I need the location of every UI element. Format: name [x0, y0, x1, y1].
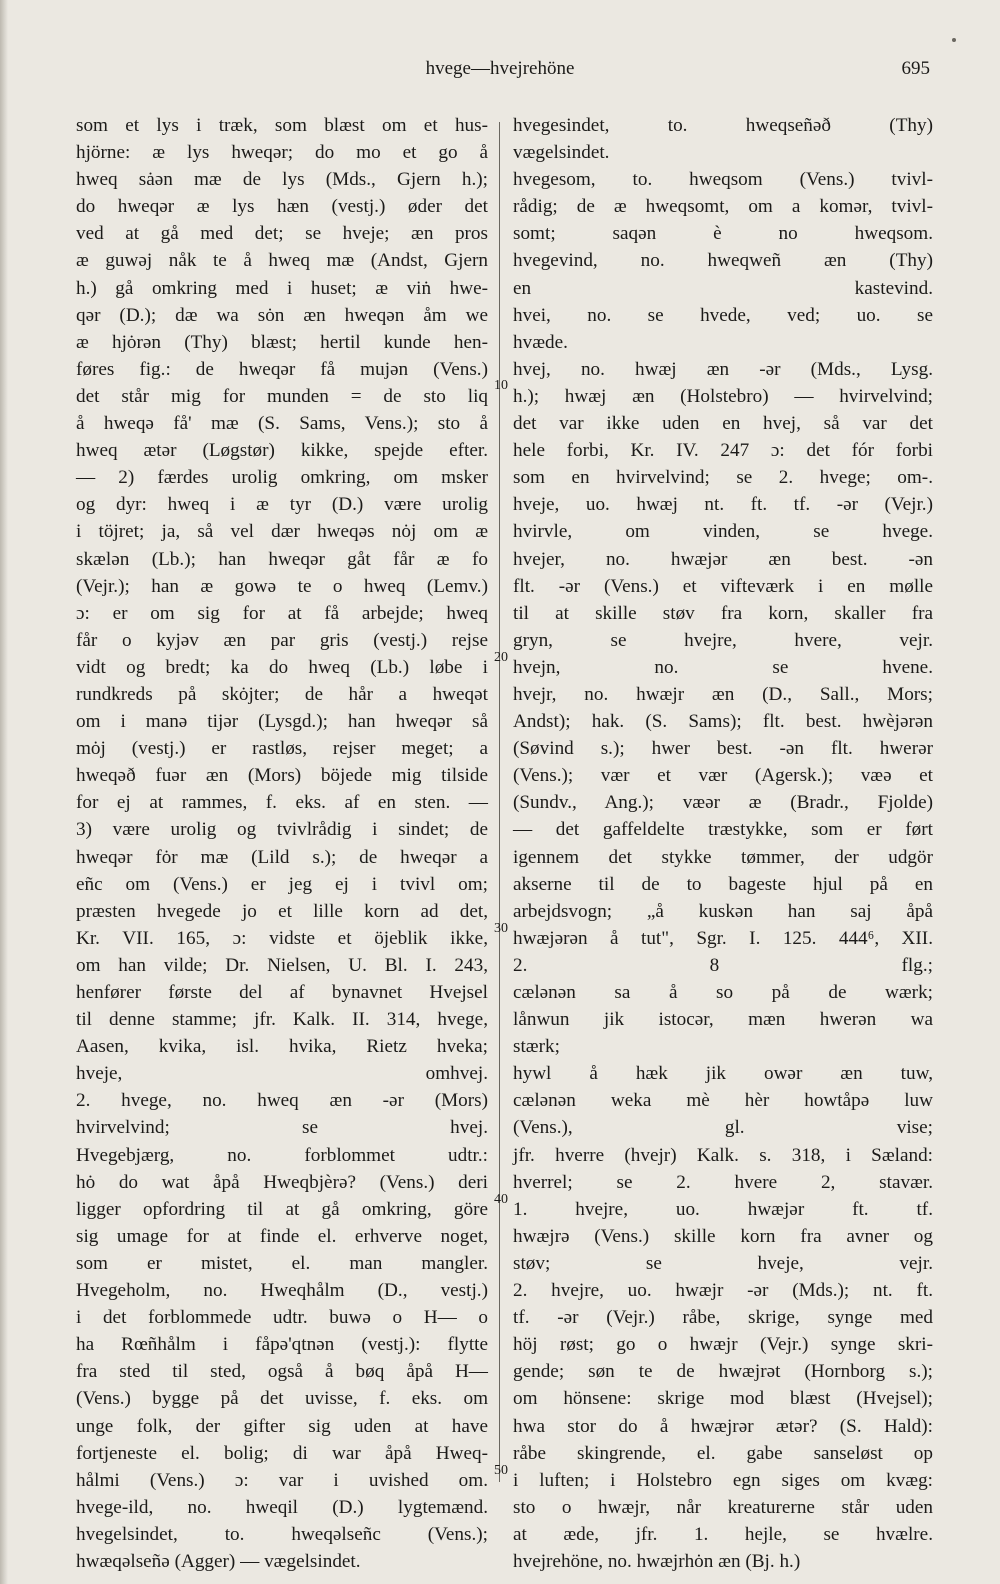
left-column-line: for ej at rammes, f. eks. af en sten. — — [76, 792, 488, 814]
left-column-line: (Vens.) bygge på det uvisse, f. eks. om — [76, 1388, 488, 1410]
left-column-line: 2. hvege, no. hweq æn -ər (Mors) — [76, 1090, 488, 1112]
right-column-line: lånwun jik istocər, mæn hwerən wa — [513, 1009, 933, 1031]
right-column-line: hvejr, no. hwæjr æn (D., Sall., Mors; — [513, 683, 933, 705]
left-column-line: Kr. VII. 165, ɔ: vidste et öjeblik ikke, — [76, 927, 488, 949]
left-column-line: sig umage for at finde el. erhverve noget, — [76, 1225, 488, 1247]
left-column-line: rundkreds på skȯjter; de hår a hweqət — [76, 683, 488, 705]
left-column-line: ligger opfordring til at gå omkring, göre — [76, 1198, 488, 1220]
left-column-line: unge folk, der gifter sig uden at have — [76, 1415, 488, 1437]
left-column-line: hȯ do wat åpå Hweqbjèrə? (Vens.) deri — [76, 1171, 488, 1193]
right-column-line: (Sundv., Ang.); væər æ (Bradr., Fjolde) — [513, 792, 933, 814]
print-speck — [952, 38, 956, 42]
right-column-line: igennem det stykke tømmer, der udgör — [513, 846, 933, 868]
right-column-line: akserne til de to bageste hjul på en — [513, 873, 933, 895]
right-column-line: gende; søn te de hwæjrət (Hornborg s.); — [513, 1361, 933, 1383]
left-column-line: h.) gå omkring med i huset; æ viṅ hwe- — [76, 277, 488, 299]
right-column-line: om hönsene: skrige mod blæst (Hvejsel); — [513, 1388, 933, 1410]
right-column-line: støv; se hveje, vejr. — [513, 1252, 933, 1274]
right-column-line: hwæjrə (Vens.) skille korn fra avner og — [513, 1225, 933, 1247]
left-column-line: fortjeneste el. bolig; di war åpå Hweq- — [76, 1442, 488, 1464]
right-column-line: hele forbi, Kr. IV. 247 ɔ: det fór forbi — [513, 440, 933, 462]
right-column-line: hwæjərən å tut", Sgr. I. 125. 444⁶, XII. — [513, 927, 933, 949]
left-column-line: hweq sȧən mæ de lys (Mds., Gjern h.); — [76, 169, 488, 191]
left-column-line: 3) være urolig og tvivlrådig i sindet; de — [76, 819, 488, 841]
left-column-line: hwæqəlseñə (Agger) — vægelsindet. — [76, 1550, 361, 1572]
right-column — [513, 112, 933, 1575]
right-column-line: flt. -ər (Vens.) et vifteværk i en mølle — [513, 575, 933, 597]
right-column-line: hvegevind, no. hweqweñ æn (Thy) — [513, 250, 933, 272]
left-column-line: hweqər fȯr mæ (Lild s.); de hweqər a — [76, 846, 488, 868]
right-column-line: hvirvle, om vinden, se hvege. — [513, 521, 933, 543]
right-column-line: hvegesom, to. hweqsom (Vens.) tvivl- — [513, 169, 933, 191]
right-column-line: h.); hwæj æn (Holstebro) — hvirvelvind; — [513, 385, 933, 407]
left-column-line: å hweqə få' mæ (S. Sams, Vens.); sto å — [76, 413, 488, 435]
left-column-line: i töjret; ja, så vel dær hweqəs nȯj om æ — [76, 521, 488, 543]
left-column-line: hweqəð fuər æn (Mors) böjede mig tilside — [76, 765, 488, 787]
left-column-line: do hweqər æ lys hæn (vestj.) øder det — [76, 196, 488, 218]
line-number-50: 50 — [494, 1463, 508, 1478]
left-column-line: (Vejr.); han æ gowə te o hweq (Lemv.) — [76, 575, 488, 597]
right-column-line: jfr. hverre (hvejr) Kalk. s. 318, i Sæland: — [513, 1144, 933, 1166]
left-column-line: æ hjȯrən (Thy) blæst; hertil kunde hen- — [76, 331, 488, 353]
right-column-line: — det gaffeldelte træstykke, som er ført — [513, 819, 933, 841]
right-column-line: stærk; — [513, 1036, 560, 1058]
line-number-20: 20 — [494, 650, 508, 665]
right-column-line: hvejer, no. hwæjər æn best. -ən — [513, 548, 933, 570]
right-column-line: 1. hvejre, uo. hwæjər ft. tf. — [513, 1198, 933, 1220]
right-column-line: tf. -ər (Vejr.) råbe, skrige, synge med — [513, 1307, 933, 1329]
column-divider — [499, 122, 500, 1482]
left-column-line: får o kyjəv æn par gris (vestj.) rejse — [76, 629, 488, 651]
right-column-line: cælənən sa å so på de wærk; — [513, 982, 933, 1003]
left-column-line: hvege-ild, no. hweqil (D.) lygtemænd. — [76, 1496, 488, 1518]
left-column-line: hjörne: æ lys hweqər; do mo et go å — [76, 142, 488, 164]
left-column-line: føres fig.: de hweqər få mujən (Vens.) — [76, 358, 488, 380]
left-column-line: som et lys i træk, som blæst om et hus- — [76, 115, 488, 136]
left-column-line: æ guwəj nåk te å hweq mæ (Andst, Gjern — [76, 250, 488, 272]
left-column-line: Aasen, kvika, isl. hvika, Rietz hveka; — [76, 1036, 488, 1058]
page-edge — [0, 0, 8, 1584]
line-number-10: 10 — [494, 378, 508, 393]
left-column-line: eñc om (Vens.) er jeg ej i tvivl om; — [76, 873, 488, 895]
left-column-line: skælən (Lb.); han hweqər gåt får æ fo — [76, 548, 488, 570]
left-column-line: i det forblommede udtr. buwə o H— o — [76, 1307, 488, 1329]
running-header — [70, 58, 930, 88]
left-column-line: det står mig for munden = de sto liq — [76, 385, 488, 407]
right-column-line: (Søvind s.); hwer best. -ən flt. hwerər — [513, 738, 933, 760]
right-column-line: (Vens.); vær et vær (Agersk.); væə et — [513, 765, 933, 787]
left-column-line: præsten hvegede jo et lille korn ad det, — [76, 900, 488, 922]
left-column-line: hweq ætər (Løgstør) kikke, spejde efter. — [76, 440, 488, 462]
left-column-line: hveje, omhvej. — [76, 1063, 488, 1085]
right-column-line: hveje, uo. hwæj nt. ft. tf. -ər (Vejr.) — [513, 494, 933, 516]
line-number-30: 30 — [494, 921, 508, 936]
left-column-line: ved at gå med det; se hveje; æn pros — [76, 223, 488, 245]
left-column-line: og dyr: hweq i æ tyr (D.) være urolig — [76, 494, 488, 516]
right-column-line: i luften; i Holstebro egn siges om kvæg: — [513, 1469, 933, 1491]
right-column-line: en kastevind. — [513, 277, 933, 299]
left-column-line: som er mistet, el. man mangler. — [76, 1252, 488, 1274]
running-title: hvege—hvejrehöne — [425, 58, 575, 79]
right-column-line: höj røst; go o hwæjr (Vejr.) synge skri- — [513, 1334, 933, 1356]
left-column-line: ha Rœñhålm i fåpə'qtnən (vestj.): flytte — [76, 1334, 488, 1356]
right-column-line: vægelsindet. — [513, 142, 610, 164]
left-column-line: hvirvelvind; se hvej. — [76, 1117, 488, 1139]
right-column-line: hverrel; se 2. hvere 2, stavær. — [513, 1171, 933, 1193]
right-column-line: gryn, se hvejre, hvere, vejr. — [513, 629, 933, 651]
left-column-line: Hvegebjærg, no. forblommet udtr.: — [76, 1144, 488, 1166]
right-column-line: arbejdsvogn; „å kuskən han saj åpå — [513, 900, 933, 922]
left-column-line: vidt og bredt; ka do hweq (Lb.) løbe i — [76, 656, 488, 678]
right-column-line: cælənən weka mè hèr howtåpə luw — [513, 1090, 933, 1112]
left-column-line: til denne stamme; jfr. Kalk. II. 314, hvege, — [76, 1009, 488, 1031]
right-column-line: hwa stor do å hwæjrər ætər? (S. Hald): — [513, 1415, 933, 1437]
right-column-line: hvegesindet, to. hweqseñəð (Thy) — [513, 115, 933, 136]
right-column-line: at æde, jfr. 1. hejle, se hvælre. — [513, 1523, 933, 1545]
right-column-line: til at skille støv fra korn, skaller fra — [513, 602, 933, 624]
right-column-line: 2. 8 flg.; — [513, 954, 933, 976]
left-column-line: qər (D.); dæ wa sȯn æn hweqən åm we — [76, 304, 488, 326]
left-column — [76, 112, 488, 1575]
right-column-line: hvæde. — [513, 331, 568, 353]
left-column-line: om han vilde; Dr. Nielsen, U. Bl. I. 243, — [76, 954, 488, 976]
right-column-line: (Vens.), gl. vise; — [513, 1117, 933, 1139]
right-column-line: somt; saqən è no hweqsom. — [513, 223, 933, 245]
right-column-line: hvej, no. hwæj æn -ər (Mds., Lysg. — [513, 358, 933, 380]
right-column-line: Andst); hak. (S. Sams); flt. best. hwèjərən — [513, 711, 933, 733]
left-column-line: hvegelsindet, to. hweqəlseñc (Vens.); — [76, 1523, 488, 1545]
right-column-line: hywl å hæk jik owər æn tuw, — [513, 1063, 933, 1085]
right-column-line: råbe skingrende, el. gabe sanseløst op — [513, 1442, 933, 1464]
line-number-40: 40 — [494, 1192, 508, 1207]
left-column-line: fra sted til sted, også å bøq åpå H— — [76, 1361, 488, 1383]
left-column-line: hålmi (Vens.) ɔ: var i uvished om. — [76, 1469, 488, 1491]
right-column-line: rådig; de æ hweqsomt, om a komər, tvivl- — [513, 196, 933, 218]
left-column-line: — 2) færdes urolig omkring, om msker — [76, 467, 488, 489]
right-column-line: det var ikke uden en hvej, så var det — [513, 413, 933, 435]
left-column-line: ɔ: er om sig for at få arbejde; hweq — [76, 602, 488, 624]
left-column-line: Hvegeholm, no. Hweqhålm (D., vestj.) — [76, 1280, 488, 1302]
right-column-line: hvejn, no. se hvene. — [513, 656, 933, 678]
right-column-line: hvei, no. se hvede, ved; uo. se — [513, 304, 933, 326]
left-column-line: om i manə tijər (Lysgd.); han hweqər så — [76, 711, 488, 733]
right-column-line: hvejrehöne, no. hwæjrhȯn æn (Bj. h.) — [513, 1550, 801, 1572]
left-column-line: henfører første del af bynavnet Hvejsel — [76, 982, 488, 1003]
page-number: 695 — [901, 58, 930, 79]
right-column-line: som en hvirvelvind; se 2. hvege; om-. — [513, 467, 933, 489]
left-column-line: mȯj (vestj.) er rastløs, rejser meget; a — [76, 738, 488, 760]
right-column-line: sto o hwæjr, når kreaturerne står uden — [513, 1496, 933, 1518]
right-column-line: 2. hvejre, uo. hwæjr -ər (Mds.); nt. ft. — [513, 1280, 933, 1302]
